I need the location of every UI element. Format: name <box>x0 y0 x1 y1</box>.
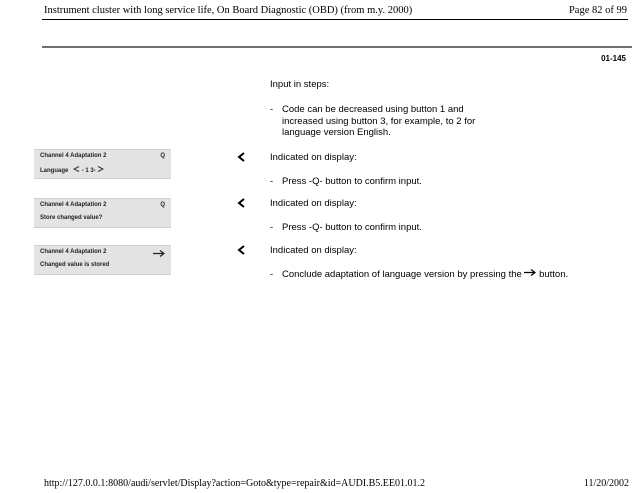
pointer-arrow-icon <box>236 245 246 255</box>
bullet-line: language version English. <box>282 127 391 138</box>
footer-date: 11/20/2002 <box>583 478 629 489</box>
display-line1: Channel 4 Adaptation 2 <box>40 153 107 159</box>
bullet-dash: - <box>270 176 274 187</box>
page-number: Page 82 of 99 <box>568 5 627 16</box>
bullet-dash: - <box>270 104 274 115</box>
bullet-text: Conclude adaptation of language version by pressing the <box>282 269 522 280</box>
bullet-text-end: button. <box>539 269 569 280</box>
step1-label: Indicated on display: <box>270 152 357 163</box>
document-code: 01-145 <box>601 54 626 63</box>
display-panel-1 <box>34 149 171 179</box>
bullet-dash: - <box>270 269 274 280</box>
display-line1: Channel 4 Adaptation 2 <box>40 249 107 255</box>
display-q: Q <box>160 202 165 208</box>
display-language-label: Language <box>40 168 69 174</box>
step3-label: Indicated on display: <box>270 245 357 256</box>
bullet-text: Press -Q- button to confirm input. <box>282 176 422 187</box>
header-divider <box>42 19 628 20</box>
display-panel-3 <box>34 245 171 275</box>
section-divider <box>42 46 632 48</box>
bullet-dash: - <box>270 222 274 233</box>
step1-bullet <box>270 176 422 188</box>
display-language-value: - 1 3- <box>81 168 96 174</box>
page-header-title: Instrument cluster with long service life, On Board Diagnostic (OBD) (from m.y. 2000) <box>44 5 413 16</box>
footer-url: http://127.0.0.1:8080/audi/servlet/Display?action=Goto&type=repair&id=AUDI.B5.EE01.01.2 <box>44 478 426 489</box>
intro-text: Input in steps: <box>270 79 330 90</box>
right-arrow-icon <box>524 269 536 276</box>
step2-label: Indicated on display: <box>270 198 357 209</box>
bullet-code-change <box>270 104 475 139</box>
pointer-arrow-icon <box>236 198 246 208</box>
right-arrow-icon <box>97 166 104 172</box>
pointer-arrow-icon <box>236 152 246 162</box>
bullet-line: Code can be decreased using button 1 and <box>282 104 464 115</box>
display-panel-2 <box>34 198 171 228</box>
bullet-line: increased using button 3, for example, to 2 for <box>282 115 476 127</box>
display-line2 <box>40 166 104 174</box>
display-line2: Changed value is stored <box>40 262 110 268</box>
right-arrow-icon <box>153 250 165 257</box>
display-q: Q <box>160 153 165 159</box>
step2-bullet <box>270 222 422 234</box>
display-line2: Store changed value? <box>40 215 103 221</box>
display-line1: Channel 4 Adaptation 2 <box>40 202 107 208</box>
bullet-text: Press -Q- button to confirm input. <box>282 222 422 233</box>
step3-bullet <box>270 269 568 281</box>
left-arrow-icon <box>73 166 80 172</box>
